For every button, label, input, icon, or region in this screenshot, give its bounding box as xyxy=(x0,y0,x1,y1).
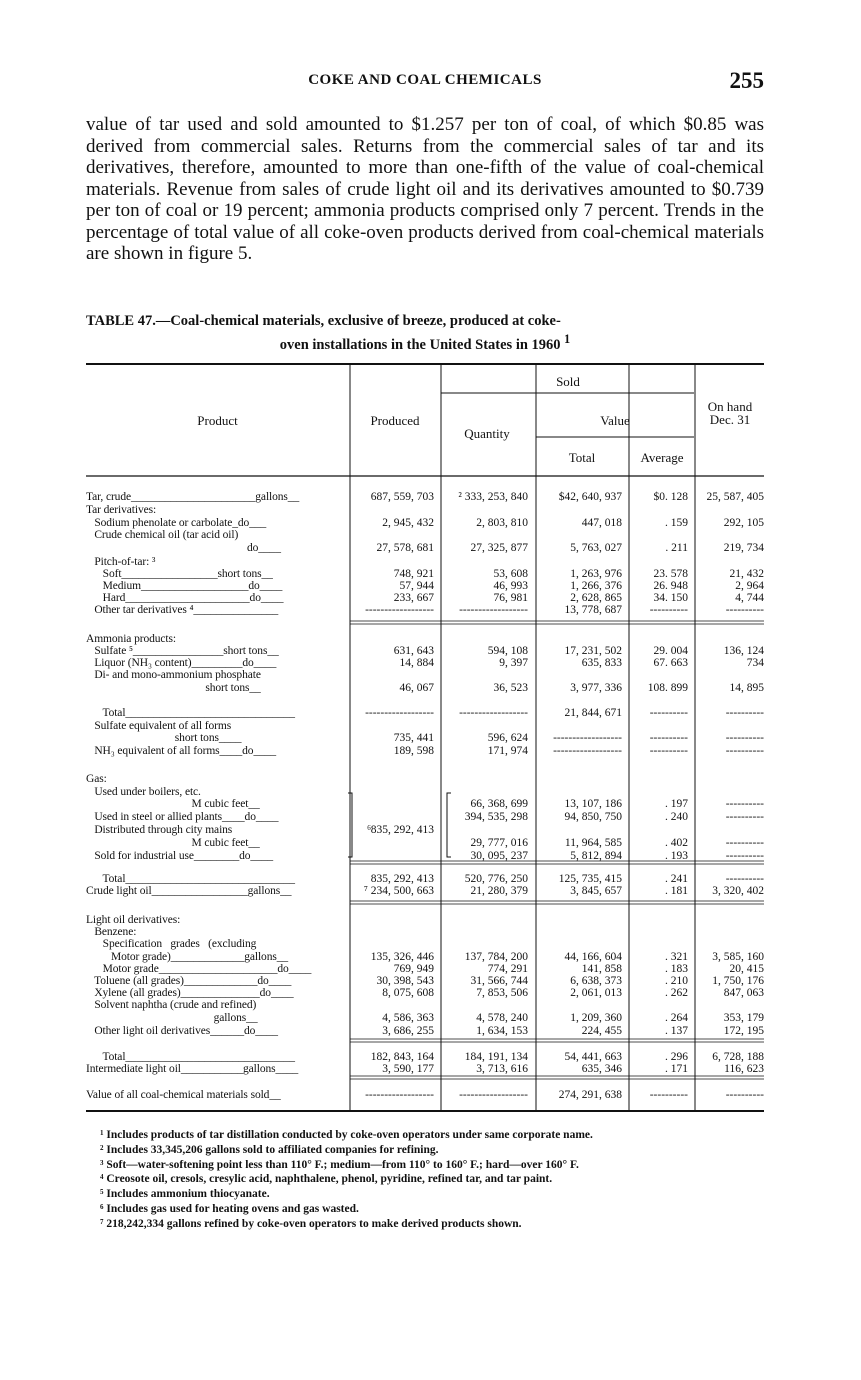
footnote xyxy=(100,1201,760,1216)
cell-value-average: 67. 663 xyxy=(653,657,688,669)
cell-value-average: 34. 150 xyxy=(653,592,688,604)
cell-product: Used under boilers, etc. xyxy=(86,786,201,798)
cell-product: Liquor (NH₃ content)_________do____ xyxy=(86,657,277,669)
cell-quantity: 27, 325, 877 xyxy=(470,542,528,554)
cell-on-hand: 6, 728, 188 xyxy=(712,1051,764,1063)
header-average: Average xyxy=(640,450,684,465)
cell-produced: ------------------ xyxy=(365,707,434,719)
header-quantity: Quantity xyxy=(464,426,510,441)
cell-value-average: . 262 xyxy=(665,987,688,999)
cell-product: Benzene: xyxy=(86,926,137,938)
cell-value-average: . 181 xyxy=(665,885,688,897)
footnote xyxy=(100,1171,760,1186)
cell-product: short tons__ xyxy=(86,682,261,694)
cell-value-total: 17, 231, 502 xyxy=(564,645,622,657)
cell-value-total: 3, 977, 336 xyxy=(570,682,622,694)
cell-quantity: 76, 981 xyxy=(493,592,528,604)
cell-quantity: 171, 974 xyxy=(487,745,528,757)
cell-product: Di- and mono-ammonium phosphate xyxy=(86,669,261,681)
cell-value-average: . 197 xyxy=(665,798,688,810)
cell-value-total: 2, 061, 013 xyxy=(570,987,622,999)
cell-produced: 233, 667 xyxy=(393,592,434,604)
cell-on-hand: ---------- xyxy=(725,707,764,719)
cell-product: short tons____ xyxy=(86,732,242,744)
cell-value-total: 6, 638, 373 xyxy=(570,975,622,987)
cell-product: Distributed through city mains xyxy=(86,824,233,836)
footnote-number: 1 xyxy=(100,1129,104,1137)
cell-on-hand: 292, 105 xyxy=(723,517,764,529)
cell-value-total: 274, 291, 638 xyxy=(558,1089,622,1101)
cell-product: Gas: xyxy=(86,773,107,785)
cell-produced: 3, 686, 255 xyxy=(382,1025,434,1037)
cell-on-hand: 4, 744 xyxy=(735,592,764,604)
cell-quantity: 7, 853, 506 xyxy=(476,987,528,999)
cell-value-total: 21, 844, 671 xyxy=(564,707,622,719)
cell-value-average: ---------- xyxy=(649,604,688,616)
cell-quantity: 53, 608 xyxy=(493,568,528,580)
footnote-number: 4 xyxy=(100,1173,104,1182)
cell-quantity: 29, 777, 016 xyxy=(470,837,528,849)
cell-product: Total______________________________ xyxy=(86,707,295,719)
footnote-number: 2 xyxy=(100,1143,104,1152)
cell-quantity: ------------------ xyxy=(459,707,528,719)
header-sold: Sold xyxy=(556,374,580,389)
cell-quantity: 1, 634, 153 xyxy=(476,1025,528,1037)
cell-on-hand: 1, 750, 176 xyxy=(712,975,764,987)
header-value: Value xyxy=(600,413,630,428)
cell-product: Hard______________________do____ xyxy=(86,592,284,604)
cell-value-total: 13, 107, 186 xyxy=(564,798,622,810)
cell-on-hand: 172, 195 xyxy=(723,1025,764,1037)
cell-quantity: 46, 993 xyxy=(493,580,528,592)
cell-value-total: 2, 628, 865 xyxy=(570,592,622,604)
cell-product: Crude light oil_________________gallons__ xyxy=(86,885,292,897)
footnote xyxy=(100,1142,760,1157)
cell-product: Total______________________________ xyxy=(86,1051,295,1063)
cell-value-average: . 264 xyxy=(665,1012,688,1024)
table-caption-line2-wrap xyxy=(86,330,764,354)
cell-value-average: ---------- xyxy=(649,1089,688,1101)
cell-product: Motor grade_____________________do____ xyxy=(86,963,312,975)
cell-on-hand: ---------- xyxy=(725,745,764,757)
cell-on-hand: 219, 734 xyxy=(723,542,764,554)
cell-produced: 27, 578, 681 xyxy=(376,542,434,554)
cell-produced: ------------------ xyxy=(365,604,434,616)
cell-value-average: . 296 xyxy=(665,1051,688,1063)
cell-quantity: 2, 803, 810 xyxy=(476,517,528,529)
footnote-number: 5 xyxy=(100,1188,104,1197)
cell-on-hand: 116, 623 xyxy=(724,1063,764,1075)
cell-quantity: 9, 397 xyxy=(499,657,528,669)
cell-value-total: 11, 964, 585 xyxy=(564,837,622,849)
cell-produced: 182, 843, 164 xyxy=(370,1051,434,1063)
cell-value-average: 26. 948 xyxy=(653,580,688,592)
cell-value-average: . 171 xyxy=(665,1063,688,1075)
cell-value-total: ------------------ xyxy=(553,732,622,744)
cell-produced: 748, 921 xyxy=(393,568,434,580)
cell-value-average: . 210 xyxy=(665,975,688,987)
cell-product: Tar, crude______________________gallons__ xyxy=(86,491,300,503)
cell-value-total: $42, 640, 937 xyxy=(558,491,622,503)
cell-on-hand: ---------- xyxy=(725,850,764,862)
cell-produced: 46, 067 xyxy=(399,682,434,694)
cell-value-average: 29. 004 xyxy=(653,645,688,657)
cell-quantity: 66, 368, 699 xyxy=(470,798,528,810)
cell-value-total: 447, 018 xyxy=(581,517,622,529)
cell-value-average: $0. 128 xyxy=(653,491,688,503)
cell-product: M cubic feet__ xyxy=(86,837,260,849)
cell-value-average: . 137 xyxy=(665,1025,688,1037)
cell-on-hand: ---------- xyxy=(725,1089,764,1101)
cell-product: Used in steel or allied plants____do____ xyxy=(86,811,279,823)
cell-product: Light oil derivatives: xyxy=(86,914,181,926)
cell-quantity: ------------------ xyxy=(459,1089,528,1101)
cell-product: gallons__ xyxy=(86,1012,258,1024)
cell-value-total: ------------------ xyxy=(553,745,622,757)
cell-value-average: ---------- xyxy=(649,732,688,744)
cell-on-hand: ---------- xyxy=(725,837,764,849)
cell-produced: 8, 075, 608 xyxy=(382,987,434,999)
cell-product: Sulfate equivalent of all forms xyxy=(86,720,232,732)
cell-quantity: 594, 108 xyxy=(487,645,528,657)
cell-produced: 2, 945, 432 xyxy=(382,517,434,529)
cell-quantity: 184, 191, 134 xyxy=(464,1051,528,1063)
cell-value-average: 23. 578 xyxy=(653,568,688,580)
footnote xyxy=(100,1157,760,1172)
cell-product: Other tar derivatives ⁴_______________ xyxy=(86,604,279,616)
cell-quantity: 520, 776, 250 xyxy=(464,873,528,885)
footnote-text: 218,242,334 gallons refined by coke-oven operators to make derived products shown. xyxy=(106,1217,522,1230)
cell-on-hand: ---------- xyxy=(725,811,764,823)
cell-produced: 189, 598 xyxy=(393,745,434,757)
cell-product: Ammonia products: xyxy=(86,633,176,645)
cell-product: Soft_________________short tons__ xyxy=(86,568,273,580)
cell-product: Sold for industrial use________do____ xyxy=(86,850,274,862)
cell-on-hand: 20, 415 xyxy=(729,963,764,975)
cell-on-hand: 847, 063 xyxy=(723,987,764,999)
cell-produced: 57, 944 xyxy=(399,580,434,592)
table-caption-line1: TABLE 47.—Coal-chemical materials, exclusive of breeze, produced at coke- xyxy=(86,313,561,329)
cell-on-hand: 2, 964 xyxy=(735,580,764,592)
footnote-text: Includes gas used for heating ovens and gas wasted. xyxy=(106,1202,359,1215)
cell-value-average: . 240 xyxy=(665,811,688,823)
cell-produced: 14, 884 xyxy=(399,657,434,669)
cell-produced: 30, 398, 543 xyxy=(376,975,434,987)
footnote xyxy=(100,1216,760,1231)
footnote-text: Includes products of tar distillation conducted by coke-oven operators under same corporate name. xyxy=(106,1129,593,1141)
cell-value-total: 224, 455 xyxy=(581,1025,622,1037)
cell-product: Total______________________________ xyxy=(86,873,295,885)
cell-produced: 3, 590, 177 xyxy=(382,1063,434,1075)
cell-value-total: 13, 778, 687 xyxy=(564,604,622,616)
cell-product: Toluene (all grades)_____________do____ xyxy=(86,975,292,987)
cell-produced: 687, 559, 703 xyxy=(370,491,434,503)
cell-produced: 835, 292, 413 xyxy=(370,873,434,885)
cell-value-average: ---------- xyxy=(649,707,688,719)
gas-produced-value xyxy=(352,822,434,837)
footnote-number: 7 xyxy=(100,1217,104,1226)
cell-value-total: 141, 858 xyxy=(581,963,622,975)
cell-product: M cubic feet__ xyxy=(86,798,260,810)
cell-product: do____ xyxy=(86,542,281,554)
cell-on-hand: ---------- xyxy=(725,873,764,885)
cell-quantity: 394, 535, 298 xyxy=(464,811,528,823)
footnote-text: Creosote oil, cresols, cresylic acid, naphthalene, phenol, pyridine, refined tar, and tar paint. xyxy=(106,1173,553,1186)
cell-quantity: 30, 095, 237 xyxy=(470,850,528,862)
cell-value-total: 5, 812, 894 xyxy=(570,850,622,862)
cell-on-hand: 25, 587, 405 xyxy=(706,491,764,503)
cell-product: Other light oil derivatives______do____ xyxy=(86,1025,278,1037)
cell-quantity: 31, 566, 744 xyxy=(470,975,528,987)
header-on-hand: On hand Dec. 31 xyxy=(707,399,753,427)
cell-quantity: ² 333, 253, 840 xyxy=(458,491,528,503)
cell-on-hand: 21, 432 xyxy=(729,568,764,580)
cell-on-hand: ---------- xyxy=(725,732,764,744)
cell-value-total: 94, 850, 750 xyxy=(564,811,622,823)
header-product: Product xyxy=(197,413,238,428)
footnote-text: Soft—water-softening point less than 110° F.; medium—from 110° to 160° F.; hard—over 160° F. xyxy=(106,1158,579,1171)
cell-product: Value of all coal-chemical materials sold__ xyxy=(86,1089,281,1101)
cell-product: Motor grade)_____________gallons__ xyxy=(86,951,289,963)
cell-product: Xylene (all grades)______________do____ xyxy=(86,987,294,999)
cell-value-total: 1, 263, 976 xyxy=(570,568,622,580)
cell-product: Intermediate light oil___________gallons____ xyxy=(86,1063,299,1075)
cell-quantity: ------------------ xyxy=(459,604,528,616)
table-caption-note: 1 xyxy=(564,332,571,346)
cell-value-average: . 211 xyxy=(665,542,688,554)
cell-value-total: 54, 441, 663 xyxy=(564,1051,622,1063)
cell-produced: 631, 643 xyxy=(393,645,434,657)
gas-produced-number: 835, 292, 413 xyxy=(370,824,434,836)
intro-paragraph: value of tar used and sold amounted to $1.257 per ton of coal, of which $0.85 was derived from commercial sales. Returns from the commercial sales of tar and its derivatives, therefore, amounted to more than one-fifth of the value of coal-chemical materials. Revenue from sales of crude light oil and its derivatives amounted to $0.739 per ton of coal or 19 percent; ammonia products comprised only 7 percent. Trends in the percentage of total value of all coke-oven products derived from coal-chemical materials are shown in figure 5. xyxy=(86,114,764,264)
data-table xyxy=(86,363,764,1117)
cell-produced: 769, 949 xyxy=(393,963,434,975)
header-total: Total xyxy=(568,450,596,465)
page-header xyxy=(86,68,764,98)
cell-value-total: 1, 209, 360 xyxy=(570,1012,622,1024)
cell-value-total: 635, 346 xyxy=(581,1063,622,1075)
cell-product: Solvent naphtha (crude and refined) xyxy=(86,999,257,1011)
cell-produced: 4, 586, 363 xyxy=(382,1012,434,1024)
cell-quantity: 21, 280, 379 xyxy=(470,885,528,897)
cell-product: Sulfate ⁵________________short tons__ xyxy=(86,645,279,657)
cell-product: Sodium phenolate or carbolate_do___ xyxy=(86,517,267,529)
cell-value-total: 3, 845, 657 xyxy=(570,885,622,897)
cell-value-average: 108. 899 xyxy=(647,682,688,694)
cell-value-total: 5, 763, 027 xyxy=(570,542,622,554)
cell-product: Pitch-of-tar: ³ xyxy=(86,556,156,568)
cell-value-total: 635, 833 xyxy=(581,657,622,669)
header-produced: Produced xyxy=(370,413,420,428)
cell-quantity: 137, 784, 200 xyxy=(464,951,528,963)
footnote-text: Includes 33,345,206 gallons sold to affiliated companies for refining. xyxy=(106,1143,439,1156)
cell-produced: ⁷ 234, 500, 663 xyxy=(363,885,434,897)
cell-value-average: . 159 xyxy=(665,517,688,529)
cell-product: Specification grades (excluding xyxy=(86,938,257,950)
cell-on-hand: 734 xyxy=(746,657,764,669)
cell-value-average: . 193 xyxy=(665,850,688,862)
cell-on-hand: 3, 585, 160 xyxy=(712,951,764,963)
table-caption-line2: oven installations in the United States in 1960 xyxy=(279,336,561,353)
cell-on-hand: ---------- xyxy=(725,604,764,616)
cell-product: Tar derivatives: xyxy=(86,504,157,516)
cell-quantity: 4, 578, 240 xyxy=(476,1012,528,1024)
cell-produced: 735, 441 xyxy=(393,732,434,744)
gas-produced-note: 6 xyxy=(367,824,371,832)
cell-value-total: 1, 266, 376 xyxy=(570,580,622,592)
cell-produced: 135, 326, 446 xyxy=(370,951,434,963)
cell-product: Crude chemical oil (tar acid oil) xyxy=(86,529,239,541)
footnote-text: Includes ammonium thiocyanate. xyxy=(106,1188,270,1201)
cell-quantity: 774, 291 xyxy=(487,963,528,975)
footnote xyxy=(100,1186,760,1201)
cell-value-total: 44, 166, 604 xyxy=(564,951,622,963)
running-title: COKE AND COAL CHEMICALS xyxy=(308,72,542,88)
footnote xyxy=(100,1127,760,1142)
cell-produced: ------------------ xyxy=(365,1089,434,1101)
cell-value-average: . 402 xyxy=(665,837,688,849)
footnote-number: 6 xyxy=(100,1202,104,1211)
cell-on-hand: 353, 179 xyxy=(723,1012,764,1024)
cell-value-average: . 183 xyxy=(665,963,688,975)
cell-on-hand: 136, 124 xyxy=(723,645,764,657)
cell-quantity: 3, 713, 616 xyxy=(476,1063,528,1075)
footnote-number: 3 xyxy=(100,1158,104,1167)
cell-on-hand: 3, 320, 402 xyxy=(712,885,764,897)
footnotes xyxy=(100,1127,760,1231)
cell-quantity: 596, 624 xyxy=(487,732,528,744)
page-number: 255 xyxy=(729,68,764,93)
table-caption xyxy=(86,312,764,354)
cell-value-average: . 321 xyxy=(665,951,688,963)
cell-quantity: 36, 523 xyxy=(493,682,528,694)
cell-value-total: 125, 735, 415 xyxy=(558,873,622,885)
cell-on-hand: 14, 895 xyxy=(729,682,764,694)
cell-on-hand: ---------- xyxy=(725,798,764,810)
cell-product: Medium___________________do____ xyxy=(86,580,283,592)
cell-product: NH₃ equivalent of all forms____do____ xyxy=(86,745,277,757)
cell-value-average: ---------- xyxy=(649,745,688,757)
cell-value-average: . 241 xyxy=(665,873,688,885)
